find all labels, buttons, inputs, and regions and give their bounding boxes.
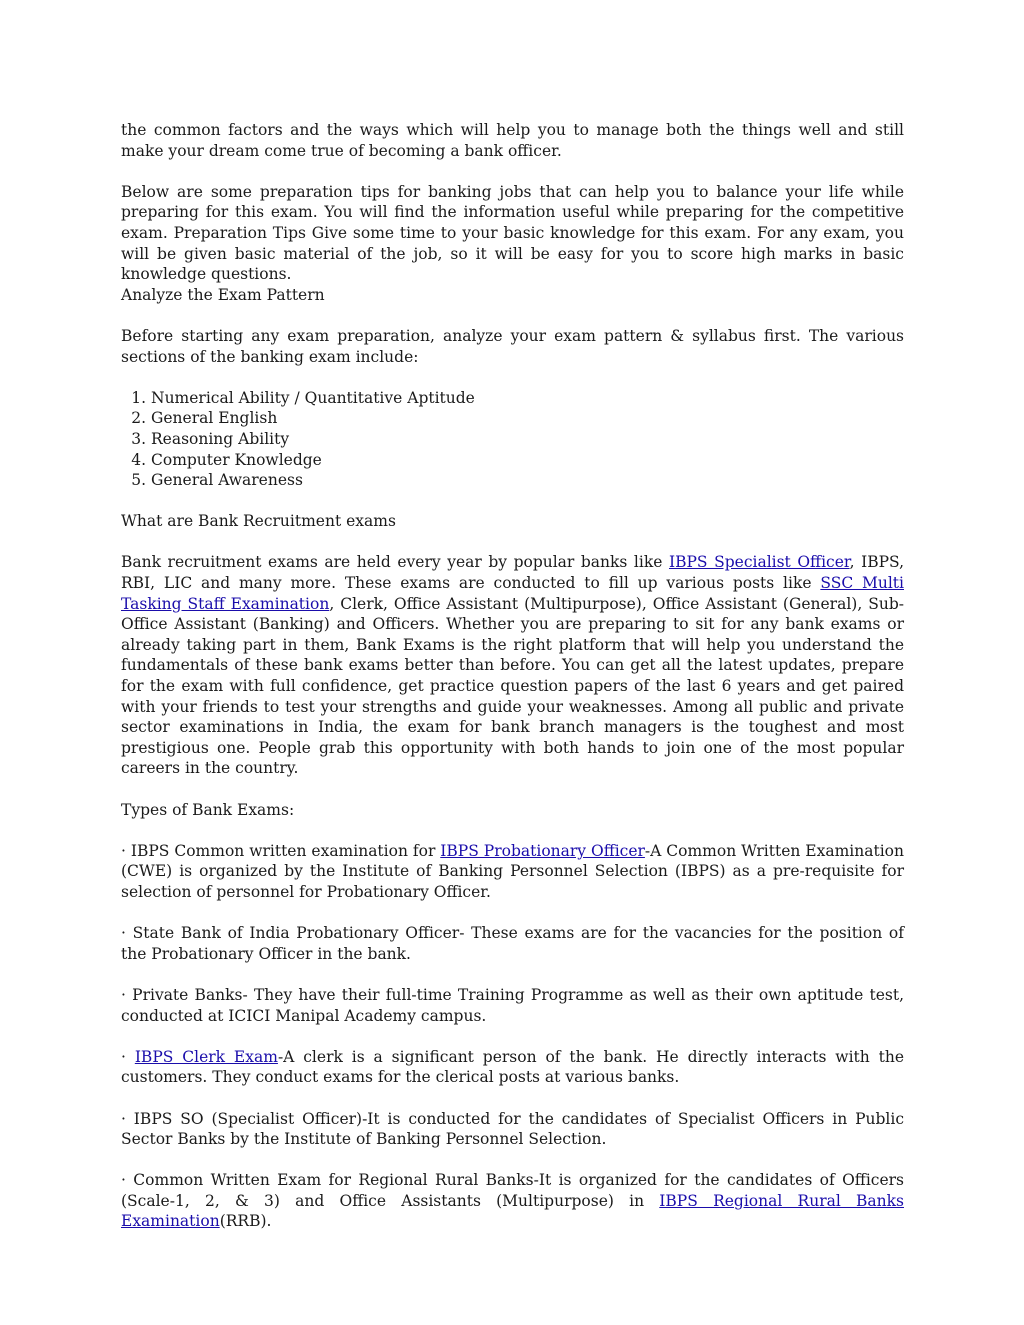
type-item-text: -A Common Written Examination (CWE) is organized by the Institute of Banking Personnel Selection (IBPS) as a pre-requisite for selection of personnel for Probationary Officer.: [121, 841, 904, 901]
recruitment-text-c: , Clerk, Office Assistant (Multipurpose), Office Assistant (General), Sub-Office Assistant (Banking) and Officers. Whether you are preparing to sit for any bank exams or already taking part in them, Bank Exams is the right platform that will help you understand the fundamentals of these bank exams better than before. You can get all the latest updates, prepare for the exam with full confidence, get practice question papers of the last 6 years and get paired with your friends to test your strengths and guide your weaknesses. Among all public and private sector examinations in India, the exam for bank branch managers is the toughest and most prestigious one. People grab this opportunity with both hands to join one of the most popular careers in the country.: [121, 594, 905, 778]
intro-paragraph-3: Before starting any exam preparation, analyze your exam pattern & syllabus first. The various sections of the banking exam include:: [121, 326, 904, 366]
list-item: 5. General Awareness: [151, 470, 904, 491]
type-item-text: (RRB).: [219, 1212, 272, 1231]
recruitment-heading: What are Bank Recruitment exams: [121, 512, 396, 531]
list-item: 1. Numerical Ability / Quantitative Aptitude: [151, 388, 904, 409]
recruitment-text-b: , IBPS, RBI, LIC and many more. These exams are conducted to fill up various posts like: [121, 553, 905, 593]
type-item-text: ·: [121, 1047, 135, 1066]
recruitment-paragraph: [121, 552, 904, 779]
type-item-text: · IBPS Common written examination for: [121, 841, 441, 860]
ibps-probationary-officer-link[interactable]: IBPS Probationary Officer: [440, 841, 645, 860]
type-item-sbi-po: · State Bank of India Probationary Officer- These exams are for the vacancies for the position of the Probationary Officer in the bank.: [121, 924, 904, 963]
ibps-clerk-exam-link[interactable]: IBPS Clerk Exam: [134, 1047, 278, 1066]
types-heading: Types of Bank Exams:: [121, 800, 295, 819]
type-item-ibps-clerk: [121, 1047, 904, 1088]
analyze-exam-pattern-heading: Analyze the Exam Pattern: [121, 285, 325, 304]
list-item: 3. Reasoning Ability: [151, 429, 904, 450]
type-item-ibps-so: · IBPS SO (Specialist Officer)-It is conducted for the candidates of Specialist Officers in Public Sector Banks by the Institute of Banking Personnel Selection.: [121, 1109, 904, 1149]
ssc-multi-tasking-staff-link[interactable]: SSC Multi Tasking Staff Examination: [121, 574, 904, 613]
intro-paragraph-2: [121, 182, 904, 306]
list-item: 4. Computer Knowledge: [151, 450, 904, 471]
intro-paragraph-1: the common factors and the ways which will help you to manage both the things well and still make your dream come true of becoming a bank officer.: [121, 121, 904, 160]
document-page: [121, 120, 904, 1253]
preparation-tips-text: Below are some preparation tips for banking jobs that can help you to balance your life while preparing for this exam. You will find the information useful while preparing for the competitive exam. Preparation Tips Give some time to your basic knowledge for this exam. For any exam, you will be given basic material of the job, so it will be easy for you to score high marks in basic knowledge questions.: [121, 182, 904, 284]
type-item-ibps-po: [121, 841, 904, 903]
type-item-private-banks: · Private Banks- They have their full-time Training Programme as well as their own aptitude test, conducted at ICICI Manipal Academy campus.: [121, 985, 904, 1025]
type-item-text: -A clerk is a significant person of the bank. He directly interacts with the customers. They conduct exams for the clerical posts at various banks.: [121, 1047, 905, 1087]
ibps-regional-rural-banks-link[interactable]: IBPS Regional Rural Banks Examination: [121, 1191, 904, 1231]
list-item: 2. General English: [151, 408, 904, 429]
exam-sections-list: [121, 388, 904, 491]
ibps-specialist-officer-link[interactable]: IBPS Specialist Officer: [668, 553, 850, 572]
type-item-rrb: [121, 1170, 904, 1232]
recruitment-text-a: Bank recruitment exams are held every year by popular banks like: [121, 553, 669, 572]
type-item-text: · Common Written Exam for Regional Rural Banks-It is organized for the candidates of Officers (Scale-1, 2, & 3) and Office Assistants (Multipurpose) in: [121, 1171, 904, 1210]
